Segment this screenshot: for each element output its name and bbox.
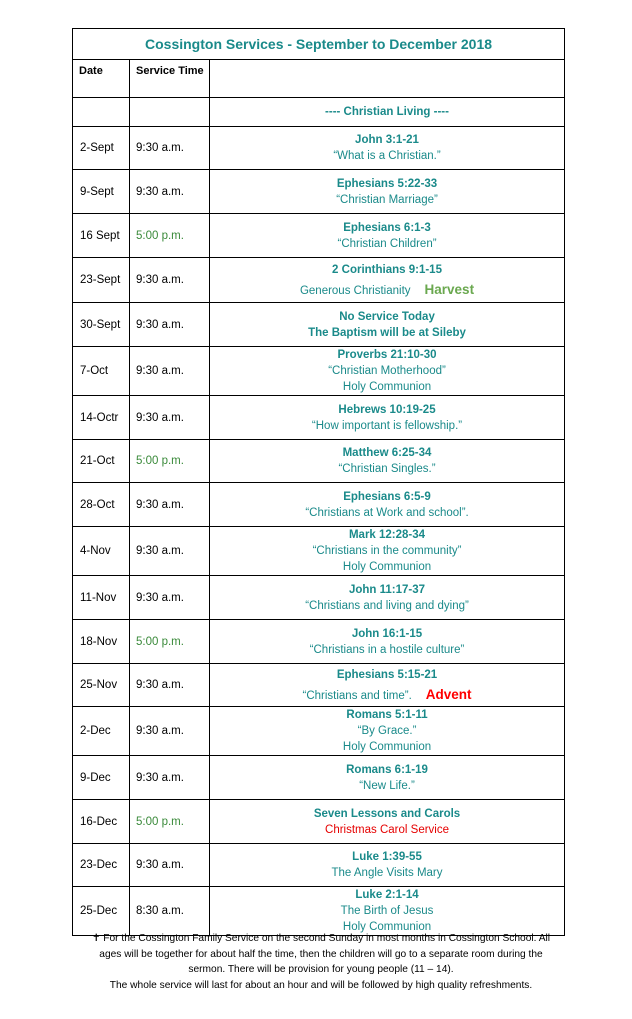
line-text: Ephesians 6:5-9	[343, 490, 431, 503]
line-text: The Angle Visits Mary	[331, 867, 443, 879]
table-row	[73, 396, 565, 440]
service-description	[210, 127, 565, 170]
line-text: Generous Christianity	[299, 284, 411, 297]
service-time: 9:30 a.m.	[130, 347, 210, 396]
table-row	[73, 576, 565, 620]
service-date: 11-Nov	[73, 576, 130, 620]
service-date: 16-Dec	[73, 800, 130, 844]
description-line	[210, 865, 564, 881]
reading-reference	[210, 347, 564, 363]
line-text: Holy Communion	[342, 741, 432, 753]
description-line	[210, 543, 564, 559]
line-text: “Christian Motherhood”	[328, 365, 446, 377]
line-text: “New Life.”	[359, 779, 415, 792]
line-text: The Birth of Jesus	[340, 905, 434, 917]
table-row	[73, 887, 565, 936]
line-text: “What is a Christian.”	[333, 150, 441, 162]
service-time: 8:30 a.m.	[130, 887, 210, 936]
line-text: “Christian Singles.”	[338, 463, 436, 475]
reading-reference	[210, 582, 564, 598]
line-text: Holy Communion	[342, 561, 432, 573]
description-line	[210, 418, 564, 434]
reading-reference	[210, 626, 564, 642]
schedule-rows	[73, 127, 565, 936]
line-text: Mark 12:28-34	[348, 529, 426, 541]
time-header: Service Time	[130, 60, 210, 98]
description-line	[210, 461, 564, 477]
reading-reference	[210, 176, 564, 192]
advent-tag: Advent	[425, 686, 472, 702]
reading-reference	[210, 132, 564, 148]
service-description	[210, 170, 565, 214]
service-time: 5:00 p.m.	[130, 214, 210, 258]
line-text: “Christians in a hostile culture”	[309, 643, 465, 656]
table-row	[73, 844, 565, 887]
line-text: Christmas Carol Service	[325, 823, 449, 836]
line-text: 2 Corinthians 9:1-15	[332, 263, 442, 276]
service-description	[210, 664, 565, 707]
line-text: No Service Today	[339, 310, 435, 323]
reading-reference	[210, 220, 564, 236]
table-row	[73, 707, 565, 756]
section-empty-date	[73, 98, 130, 127]
reading-reference	[210, 806, 564, 822]
service-description	[210, 800, 565, 844]
description-line	[210, 598, 564, 614]
section-row	[73, 98, 565, 127]
description-line	[210, 822, 564, 838]
footnote-line: ✝ For the Cossington Family Service on the second Sunday in most months in Cossington School. All	[91, 933, 551, 944]
line-text: John 3:1-21	[355, 134, 419, 146]
service-time: 9:30 a.m.	[130, 844, 210, 887]
description-header	[210, 60, 565, 98]
line-text: The Baptism will be at Sileby	[308, 326, 466, 339]
service-date: 16 Sept	[73, 214, 130, 258]
service-time: 9:30 a.m.	[130, 303, 210, 347]
description-line	[210, 778, 564, 794]
service-date: 30-Sept	[73, 303, 130, 347]
line-text: Luke 1:39-55	[352, 851, 422, 863]
service-description	[210, 844, 565, 887]
reading-reference	[210, 667, 564, 683]
table-row	[73, 303, 565, 347]
service-description	[210, 347, 565, 396]
service-date: 14-Octr	[73, 396, 130, 440]
reading-reference	[210, 309, 564, 325]
line-text: “Christian Marriage”	[336, 193, 438, 206]
reading-reference	[210, 445, 564, 461]
service-time: 5:00 p.m.	[130, 440, 210, 483]
line-text: Ephesians 6:1-3	[343, 221, 431, 234]
line-text: “Christians and time”.	[302, 689, 412, 702]
table-row	[73, 756, 565, 800]
reading-reference	[210, 489, 564, 505]
table-row	[73, 214, 565, 258]
line-text: Holy Communion	[342, 381, 432, 393]
table-row	[73, 664, 565, 707]
service-description	[210, 576, 565, 620]
line-text: Proverbs 21:10-30	[337, 349, 437, 361]
reading-reference	[210, 707, 564, 723]
services-table	[72, 28, 565, 936]
description-line	[210, 325, 564, 341]
service-date: 21-Oct	[73, 440, 130, 483]
title-row	[73, 29, 565, 60]
service-date: 9-Dec	[73, 756, 130, 800]
table-row	[73, 258, 565, 303]
line-text: Ephesians 5:15-21	[336, 668, 438, 681]
line-text: “Christians in the community”	[312, 545, 462, 557]
service-time: 9:30 a.m.	[130, 756, 210, 800]
footnote-line: sermon. There will be provision for young people (11 – 14).	[188, 964, 454, 975]
line-text: Seven Lessons and Carols	[313, 807, 461, 820]
service-time: 9:30 a.m.	[130, 127, 210, 170]
line-text: Romans 5:1-11	[346, 709, 428, 721]
footnote-line: The whole service will last for about an hour and will be followed by high quality refreshments.	[109, 979, 533, 991]
header-row	[73, 60, 565, 98]
description-line	[210, 739, 564, 755]
footnote-line: ages will be together for about half the time, then the children will go to a separate room during the	[99, 948, 543, 960]
table-row	[73, 483, 565, 527]
description-line	[210, 192, 564, 208]
description-line	[210, 559, 564, 575]
service-date: 2-Sept	[73, 127, 130, 170]
date-header: Date	[73, 60, 130, 98]
description-line	[210, 642, 564, 658]
service-time: 5:00 p.m.	[130, 800, 210, 844]
service-date: 18-Nov	[73, 620, 130, 664]
service-description	[210, 258, 565, 303]
service-date: 4-Nov	[73, 527, 130, 576]
description-line	[210, 379, 564, 395]
service-time: 9:30 a.m.	[130, 664, 210, 707]
line-text: Hebrews 10:19-25	[338, 403, 436, 416]
line-text: Luke 2:1-14	[355, 889, 419, 901]
table-row	[73, 170, 565, 214]
line-text: “How important is fellowship.”	[311, 419, 463, 432]
description-line	[210, 363, 564, 379]
service-date: 7-Oct	[73, 347, 130, 396]
line-text: “Christians and living and dying”	[305, 599, 469, 612]
table-title: Cossington Services - September to December 2018	[73, 29, 565, 60]
harvest-tag: Harvest	[424, 281, 475, 297]
section-empty-time	[130, 98, 210, 127]
reading-reference	[210, 887, 564, 903]
line-text: Matthew 6:25-34	[342, 447, 432, 459]
reading-reference	[210, 527, 564, 543]
service-date: 25-Nov	[73, 664, 130, 707]
reading-reference	[210, 849, 564, 865]
service-description	[210, 303, 565, 347]
line-text: John 11:17-37	[348, 583, 426, 596]
service-description	[210, 396, 565, 440]
service-date: 23-Sept	[73, 258, 130, 303]
description-line	[210, 723, 564, 739]
service-description	[210, 756, 565, 800]
service-time: 5:00 p.m.	[130, 620, 210, 664]
description-line	[210, 148, 564, 164]
line-text: Romans 6:1-19	[346, 763, 428, 776]
service-time: 9:30 a.m.	[130, 170, 210, 214]
table-row	[73, 347, 565, 396]
service-date: 9-Sept	[73, 170, 130, 214]
service-description	[210, 483, 565, 527]
service-description	[210, 620, 565, 664]
table-row	[73, 620, 565, 664]
reading-reference	[210, 262, 564, 278]
line-text: “By Grace.”	[357, 725, 417, 737]
line-text: Ephesians 5:22-33	[336, 177, 438, 190]
table-row	[73, 127, 565, 170]
line-text: John 16:1-15	[351, 627, 423, 640]
service-description	[210, 707, 565, 756]
table-row	[73, 527, 565, 576]
description-line	[210, 903, 564, 919]
service-time: 9:30 a.m.	[130, 707, 210, 756]
table-row	[73, 440, 565, 483]
line-text: “Christian Children”	[337, 237, 437, 250]
line-text: “Christians at Work and school”.	[305, 506, 469, 519]
service-date: 2-Dec	[73, 707, 130, 756]
description-line	[210, 505, 564, 521]
service-date: 25-Dec	[73, 887, 130, 936]
description-line	[210, 236, 564, 252]
service-description	[210, 214, 565, 258]
service-date: 23-Dec	[73, 844, 130, 887]
service-date: 28-Oct	[73, 483, 130, 527]
reading-reference	[210, 762, 564, 778]
reading-reference	[210, 402, 564, 418]
section-heading: ---- Christian Living ----	[210, 98, 565, 127]
service-time: 9:30 a.m.	[130, 483, 210, 527]
description-line	[210, 687, 564, 704]
service-time: 9:30 a.m.	[130, 396, 210, 440]
service-description	[210, 440, 565, 483]
footnote	[72, 931, 570, 993]
service-description	[210, 527, 565, 576]
service-time: 9:30 a.m.	[130, 527, 210, 576]
line-text: Holy Communion	[342, 921, 432, 933]
service-time: 9:30 a.m.	[130, 258, 210, 303]
table-row	[73, 800, 565, 844]
service-time: 9:30 a.m.	[130, 576, 210, 620]
description-line	[210, 282, 564, 299]
service-description	[210, 887, 565, 936]
